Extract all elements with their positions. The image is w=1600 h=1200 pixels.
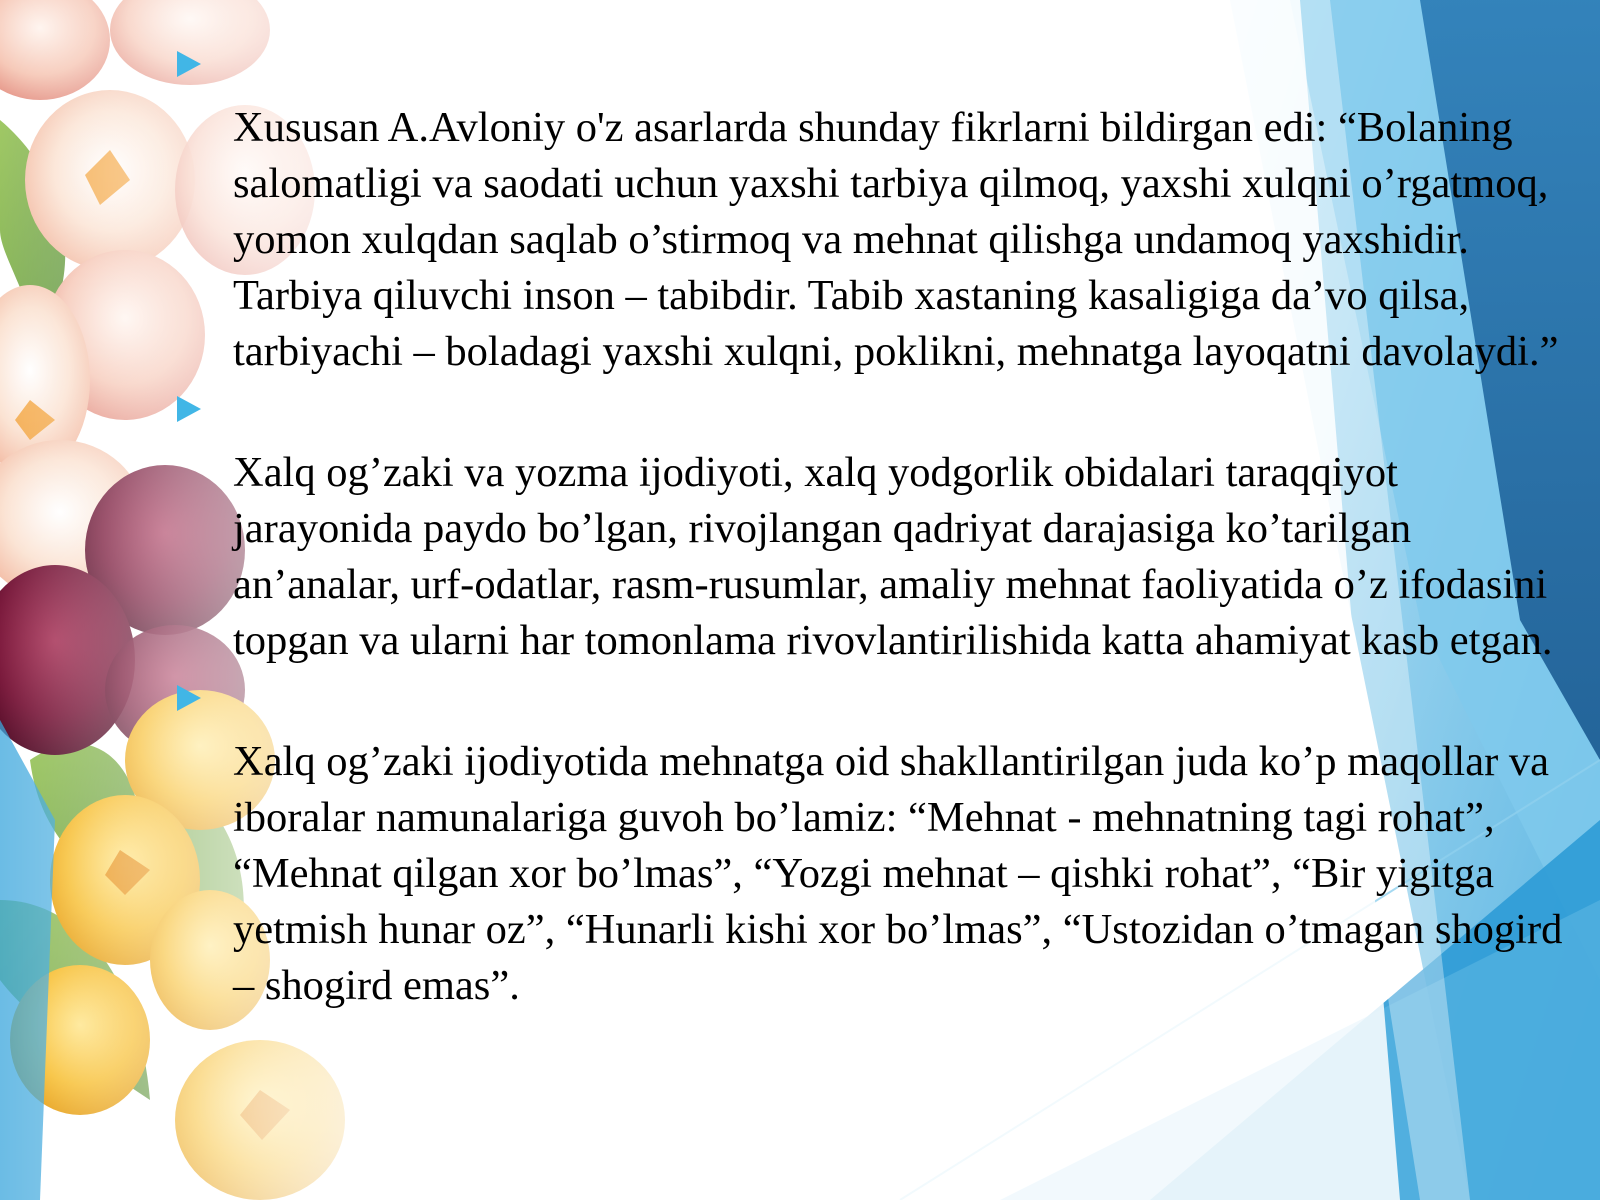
text-body	[233, 44, 1573, 1023]
bullet-text-1: Xususan A.Avloniy o'z asarlarda shunday fikrlarni bildirgan edi: “Bolaning salomatligi va saodati uchun yaxshi tarbiya qilmoq, yaxshi xulqni o’rgatmoq, yomon xulqdan saqlab o’stirmoq va mehnat qilishga undamoq yaxshidir. Tarbiya qiluvchi inson – tabibdir. Tabib xastaning kasaligiga da’vo qilsa, tarbiyachi – boladagi yaxshi xulqni, poklikni, mehnatga layoqatni davolaydi.”	[233, 104, 1559, 375]
bullet-paragraph-1	[233, 44, 1573, 380]
triangle-bullet-icon	[177, 51, 201, 77]
bullet-text-2: Xalq og’zaki va yozma ijodiyoti, xalq yodgorlik obidalari taraqqiyot jarayonida paydo bo’lgan, rivojlangan qadriyat darajasiga ko’tarilgan an’analar, urf-odatlar, rasm-rusumlar, amaliy mehnat faoliyatida o’z ifodasini topgan va ularni har tomonlama rivovlantirilishida katta ahamiyat kasb etgan.	[233, 449, 1553, 664]
bullet-text-3: Xalq og’zaki ijodiyotida mehnatga oid shakllantirilgan juda ko’p maqollar va iboralar namunalariga guvoh bo’lamiz: “Mehnat - mehnatning tagi rohat”, “Mehnat qilgan xor bo’lmas”, “Yozgi mehnat – qishki rohat”, “Bir yigitga yetmish hunar oz”, “Hunarli kishi xor bo’lmas”, “Ustozidan o’tmagan shogird – shogird emas”.	[233, 738, 1563, 1009]
bullet-paragraph-2	[233, 389, 1573, 669]
bullet-paragraph-3	[233, 678, 1573, 1014]
triangle-bullet-icon	[177, 685, 201, 711]
triangle-bullet-icon	[177, 396, 201, 422]
